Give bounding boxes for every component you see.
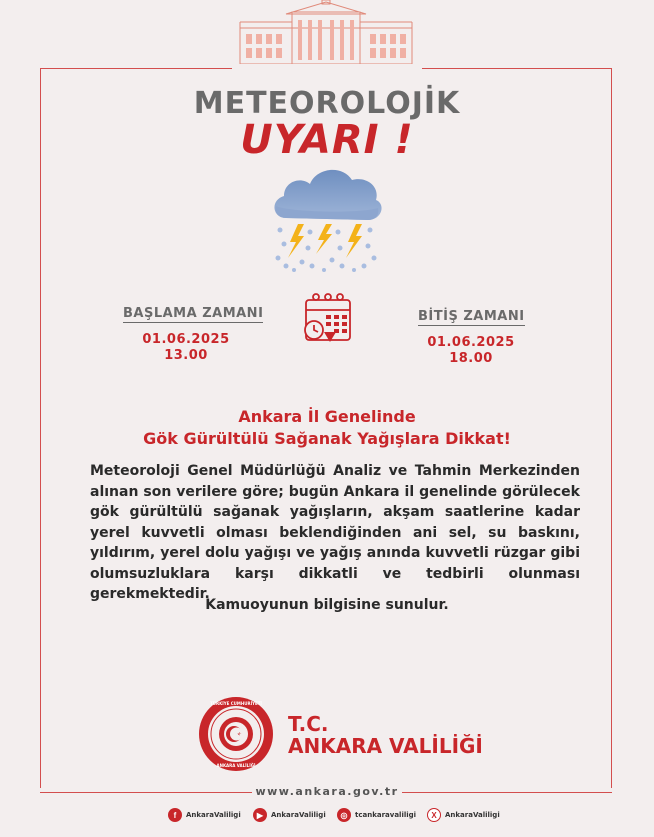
org-tc: T.C. [288, 712, 329, 736]
calendar-clock-icon [300, 292, 354, 344]
org-name: ANKARA VALİLİĞİ [288, 734, 483, 758]
alert-heading-line1: Ankara İl Genelinde [238, 407, 416, 426]
title-uyari: UYARI ! [240, 117, 414, 163]
svg-text:TÜRKİYE CUMHURİYETİ: TÜRKİYE CUMHURİYETİ [210, 701, 262, 706]
governorship-seal-logo [198, 696, 274, 772]
youtube-icon: ▶ [253, 808, 267, 822]
end-date-value: 01.06.2025 [427, 335, 515, 350]
start-time-label: BAŞLAMA ZAMANI [123, 306, 264, 321]
end-time-label: BİTİŞ ZAMANI [418, 309, 525, 324]
instagram-icon: ◎ [337, 808, 351, 822]
social-handle: AnkaraValiligi [445, 811, 500, 819]
social-handle: AnkaraValiligi [186, 811, 241, 819]
social-instagram[interactable] [337, 808, 416, 822]
title-meteorolojik: METEOROLOJİK [193, 86, 461, 121]
closing-text: Kamuoyunun bilgisine sunulur. [205, 597, 449, 613]
social-x[interactable] [427, 808, 500, 822]
social-handle: AnkaraValiligi [271, 811, 326, 819]
end-date [427, 335, 515, 367]
alert-heading [60, 406, 594, 450]
social-youtube[interactable] [253, 808, 326, 822]
x-icon: X [427, 808, 441, 822]
website-link[interactable]: www.ankara.gov.tr [255, 785, 399, 798]
frame-gap [232, 64, 422, 72]
alert-heading-line2: Gök Gürültülü Sağanak Yağışlara Dikkat! [143, 429, 511, 448]
social-facebook[interactable] [168, 808, 241, 822]
facebook-icon: f [168, 808, 182, 822]
social-handle: tcankaravaliligi [355, 811, 417, 819]
svg-text:ANKARA VALİLİĞİ: ANKARA VALİLİĞİ [216, 763, 256, 768]
storm-cloud-icon [268, 162, 386, 274]
start-date [142, 332, 230, 364]
start-time-value: 13.00 [164, 348, 208, 363]
end-time-value: 18.00 [449, 351, 493, 366]
building-icon [238, 0, 414, 66]
start-date-value: 01.06.2025 [142, 332, 230, 347]
alert-body: Meteoroloji Genel Müdürlüğü Analiz ve Tahmin Merkezinden alınan son verilere göre; bugün Ankara il genelinde görülecek gök gürültülü sağanak yağışların, akşam saatlerine kadar yerel kuvvetli olması beklendiğinden ani sel, su baskını, yıldırım, yerel dolu yağışı ve yağış anında kuvvetli rüzgar gibi olumsuzluklara karşı dikkatli ve tedbirli olunması gerekmektedir. [90, 463, 580, 602]
